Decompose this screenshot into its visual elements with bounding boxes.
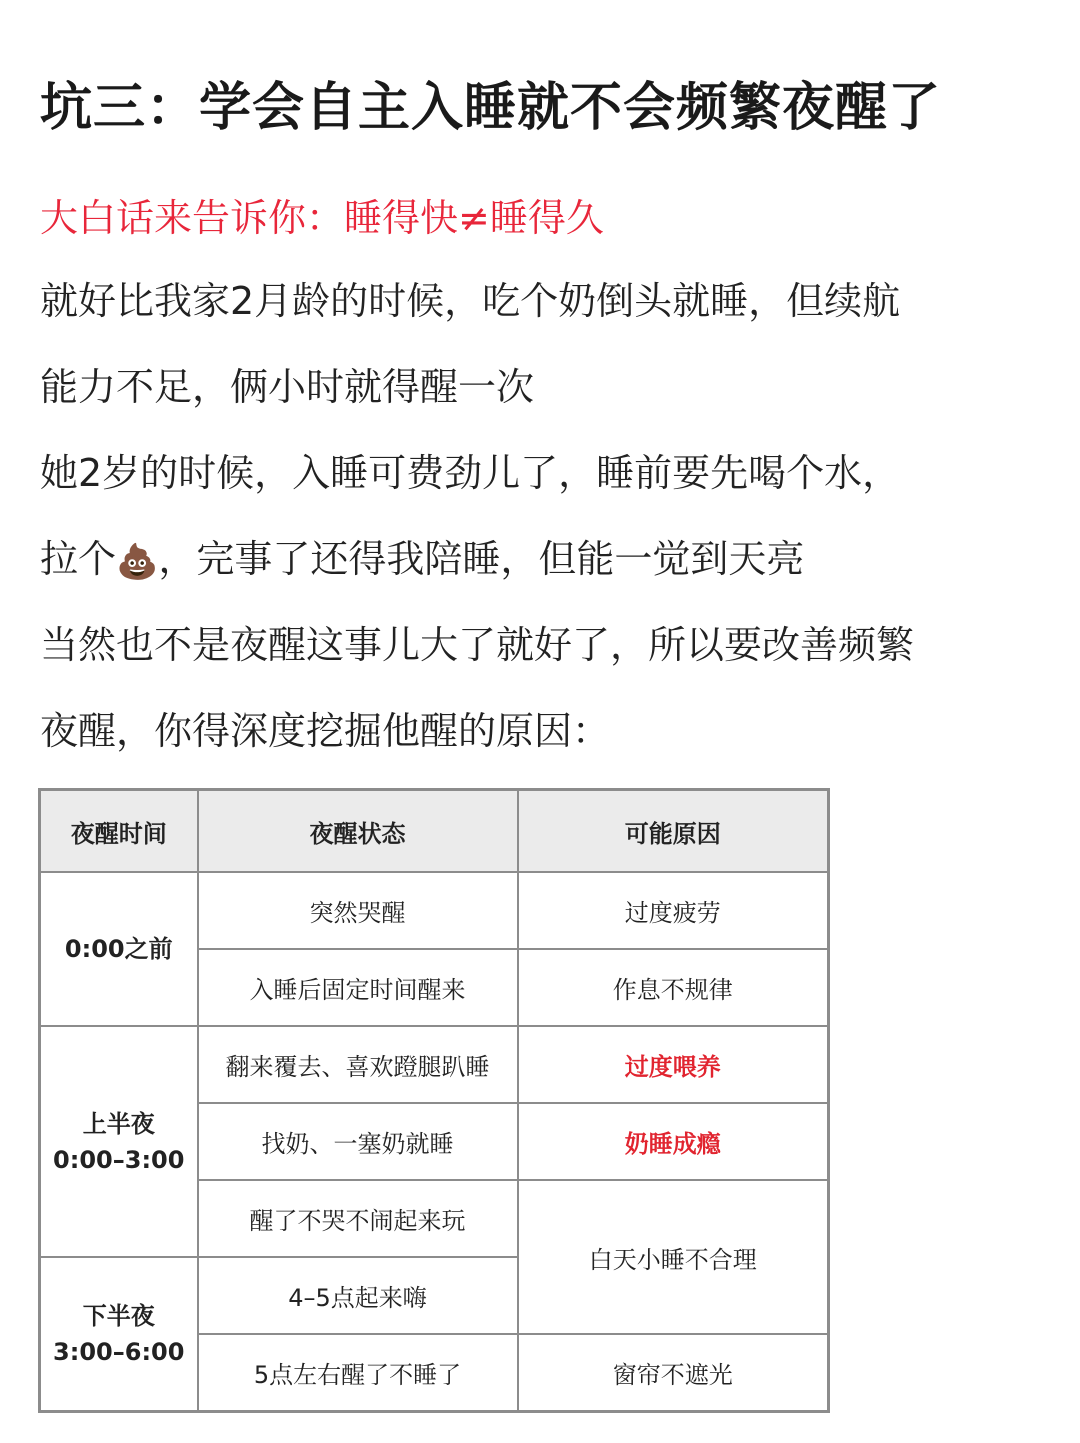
cause-cell-highlight: 奶睡成瘾: [518, 1103, 829, 1180]
time-label: 下半夜: [82, 1302, 155, 1330]
table-header-row: [40, 790, 829, 873]
paragraph-line: 夜醒，你得深度挖掘他醒的原因：: [40, 709, 611, 753]
text-segment: ，完事了还得我陪睡，但能一觉到天亮: [158, 537, 805, 581]
time-before-midnight: 0:00之前: [40, 872, 198, 1026]
cause-cell-highlight: 过度喂养: [518, 1026, 829, 1103]
text-segment: 拉个: [40, 537, 117, 581]
time-range: 3:00–6:00: [53, 1338, 185, 1366]
state-cell: 醒了不哭不闹起来玩: [198, 1180, 518, 1257]
time-range: 0:00–3:00: [53, 1145, 185, 1174]
cause-cell: 窗帘不遮光: [518, 1334, 829, 1412]
paragraph-line: 能力不足，俩小时就得醒一次: [40, 365, 535, 409]
header-possible-cause: 可能原因: [518, 790, 829, 873]
cause-cell: 作息不规律: [518, 949, 829, 1026]
header-waking-time: 夜醒时间: [40, 790, 198, 873]
subtitle-highlight: 大白话来告诉你：睡得快≠睡得久: [40, 196, 604, 240]
state-cell: 入睡后固定时间醒来: [198, 949, 518, 1026]
paragraph-one: [40, 258, 1050, 430]
paragraph-line: 当然也不是夜醒这事儿大了就好了，所以要改善频繁: [40, 623, 915, 667]
cause-cell: 过度疲劳: [518, 872, 829, 949]
cause-cell-shared: 白天小睡不合理: [518, 1180, 829, 1334]
header-waking-state: 夜醒状态: [198, 790, 518, 873]
page-title: 坑三：学会自主入睡就不会频繁夜醒了: [40, 78, 942, 138]
paragraph-line: [40, 516, 1050, 602]
paragraph-line: 她2岁的时候，入睡可费劲儿了，睡前要先喝个水，: [40, 451, 901, 495]
paragraph-three: [40, 602, 1050, 774]
table-row: [40, 872, 829, 949]
time-second-half-night: [40, 1257, 198, 1412]
state-cell: 突然哭醒: [198, 872, 518, 949]
state-cell: 5点左右醒了不睡了: [198, 1334, 518, 1412]
poop-emoji-icon: 💩: [116, 541, 159, 582]
state-cell: 翻来覆去、喜欢蹬腿趴睡: [198, 1026, 518, 1103]
time-label: 上半夜: [82, 1109, 155, 1138]
table-row: [40, 1026, 829, 1103]
paragraph-two: [40, 430, 1050, 602]
night-waking-table: [38, 788, 830, 1413]
paragraph-line: 就好比我家2月龄的时候，吃个奶倒头就睡，但续航: [40, 279, 901, 323]
state-cell: 找奶、一塞奶就睡: [198, 1103, 518, 1180]
state-cell: 4–5点起来嗨: [198, 1257, 518, 1334]
time-first-half-night: [40, 1026, 198, 1257]
